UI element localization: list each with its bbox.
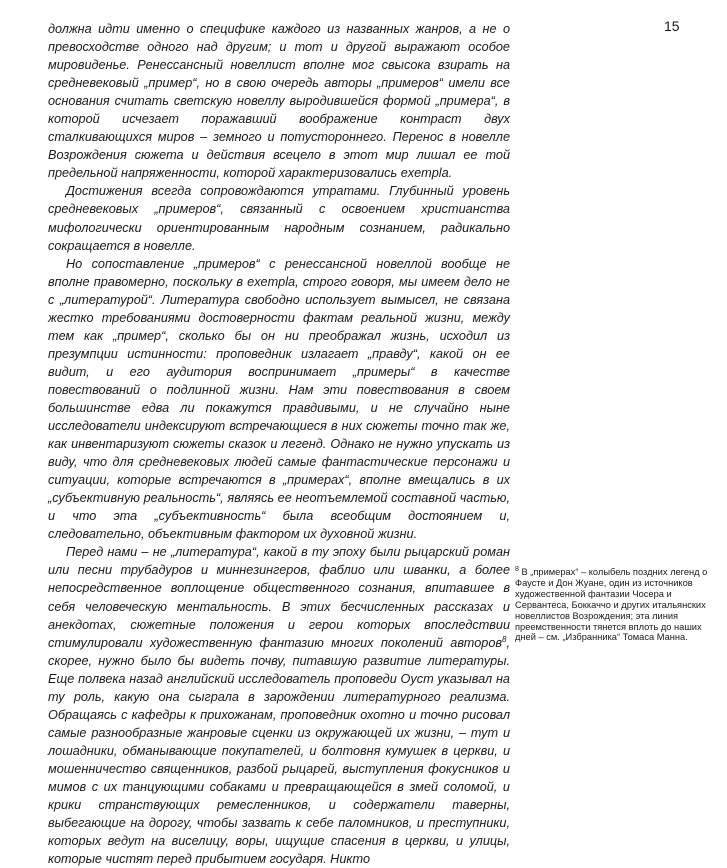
- footnote-marker: 8: [515, 565, 519, 573]
- footnote-reference: 8: [502, 634, 507, 644]
- paragraph-3: Но сопоставление „примеров“ с ренессансной новеллой вообще не вполне правомерно, поскольку в exempla, строго говоря, мы имеем дело не с „литературой“. Литература свободно использует вымысел, не связана жестко требованиями достоверности фактам реальной жизни, между тем как „пример“, сколько бы он ни преображал жизнь, исходил из презумпции истинности: проповедник излагает „правду“, какой он ее видит, и его аудитория воспринимает „примеры“ в качестве повествований о подлинной жизни. Нам эти повествования в своем большинстве едва ли покажутся правдивыми, и не случайно ныне исследователи индексируют встречающиеся в них сюжеты точно так же, как инвентаризуют сюжеты сказок и легенд. Однако не нужно упускать из виду, что для средневековых людей самые фантастические персонажи и ситуации, которые встречаются в „примерах“, вполне вмещались в их „субъективную реальность“, являясь ее неотъемлемой составной частью, и что эта „субъективность“ была всеобщим достоянием и, следовательно, объективным фактором их духовной жизни.: [48, 256, 510, 542]
- paragraph-4: [48, 543, 510, 868]
- paragraph-2: Достижения всегда сопровождаются утратами. Глубинный уровень средневековых „примеров“, связанный с освоением христианства мифологически ориентированным народным сознанием, радикально сокращается в новелле.: [48, 184, 510, 253]
- main-text-column: [48, 20, 510, 868]
- footnote-text: В „примерах“ – колыбель поздних легенд о Фаусте и Дон Жуане, один из источников художественной фантазии Чосера и Сервантеса, Боккаччо и других итальянских новеллистов Возрождения; эта линия преемственности тянется вплоть до наших дней – см. „Избранника“ Томаса Манна.: [515, 567, 708, 643]
- paragraph-4-part-2: , скорее, нужно было бы видеть почву, питавшую развитие литературы. Еще полвека назад английский исследователь проповеди Оуст указывал на ту роль, какую она сыграла в зарождении литературного реализма. Обращаясь с кафедры к прихожанам, проповедник охотно и точно рисовал самые разнообразные жанровые сценки из окружающей их жизни, – тут и лошадники, обманывающие покупателей, и болтовня кумушек в церкви, и мошенничество священников, разбой рыцарей, выступления фокусников и мимов с их танцующими собаками и превращающейся в змей соломой, и крики странствующих ремесленников, и содержатели таверны, выбегающие на дорогу, чтобы зазвать к себе паломников, и преступники, которых ведут на виселицу, воры, ищущие спасения в церкви, и улицы, которые чистят перед прибытием государя. Никто: [48, 635, 510, 867]
- footnote-8: [515, 567, 711, 643]
- paragraph-4-part-1: Перед нами – не „литература“, какой в ту эпоху были рыцарский роман или песни трубадуров и миннезингеров, фаблио или шванки, а более непосредственное воплощение общественного сознания, впитавшее в себя человеческую ментальность. В этих бесчисленных рассказах и анекдотах, сюжетные положения и герои которых впоследствии стимулировали художественную фантазию многих поколений авторов: [48, 545, 510, 650]
- page-number: 15: [664, 18, 680, 34]
- paragraph-1: должна идти именно о специфике каждого из названных жанров, а не о превосходстве одного над другим; и тот и другой выражают особое мировиденье. Ренессансный новеллист вполне мог свысока взирать на средневековый „пример“, но в свою очередь авторы „примеров“ имели все основания считать светскую новеллу выродившейся формой „примера“, в которой исчезает поражавший воображение контраст двух сталкивающихся миров – земного и потустороннего. Перенос в новелле Возрождения сюжета и действия всецело в этот мир лишал ее той предельной напряженности, которой характеризовались exempla.: [48, 22, 510, 181]
